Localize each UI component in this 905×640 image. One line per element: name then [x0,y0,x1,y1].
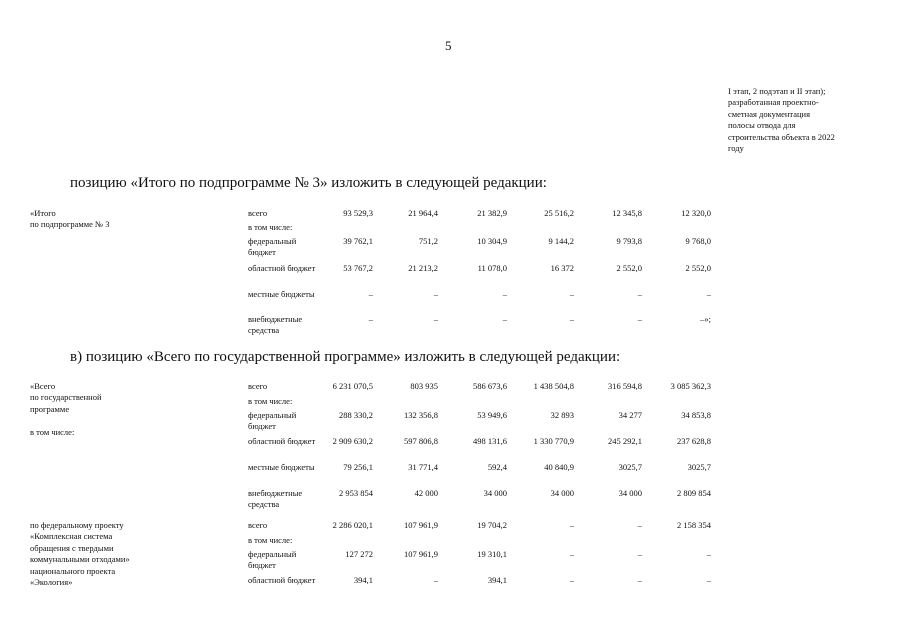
row-label: в том числе: [248,535,293,545]
table-cell: 31 771,4 [408,462,438,472]
table-cell: –»; [700,314,711,324]
table-cell: 127 272 [345,549,373,559]
table-cell: 3025,7 [618,462,642,472]
row-label: в том числе: [248,396,293,406]
table-cell: 237 628,8 [677,436,711,446]
block-label-line: «Итого [30,208,56,218]
table-cell: 2 953 854 [339,488,373,498]
table-cell: 32 893 [550,410,574,420]
table-cell: 10 304,9 [477,236,507,246]
block-label-line: обращения с твердыми [30,542,114,553]
table-cell: – [569,549,574,559]
table-cell: 107 961,9 [404,549,438,559]
table-cell: 19 310,1 [477,549,507,559]
table-cell: 316 594,8 [608,381,642,391]
table-cell: 34 000 [483,488,507,498]
row-label: в том числе: [248,222,293,232]
table-cell: 3 085 362,3 [670,381,711,391]
table-cell: 34 000 [550,488,574,498]
table-cell: 132 356,8 [404,410,438,420]
page-number: 5 [445,38,452,53]
table-cell: 2 552,0 [685,263,711,273]
block-label-line: национального проекта [30,565,116,576]
row-label: всего [248,381,268,391]
row-label: местные бюджеты [248,462,315,472]
table-cell: 3025,7 [687,462,711,472]
table-cell: – [502,289,507,299]
table-cell: 6 231 070,5 [332,381,373,391]
table-cell: 53 767,2 [343,263,373,273]
table-cell: – [433,575,438,585]
table-cell: 39 762,1 [343,236,373,246]
table-cell: 803 935 [410,381,438,391]
heading-subprogram-3: позицию «Итого по подпрограмме № 3» изложить в следующей редакции: [70,175,547,191]
table-cell: 21 382,9 [477,208,507,218]
table-cell: 19 704,2 [477,520,507,530]
table-cell: 288 330,2 [339,410,373,420]
block-label [30,381,170,438]
table-cell: 245 292,1 [608,436,642,446]
row-label: федеральный бюджет [248,410,297,432]
table-cell: 2 286 020,1 [332,520,373,530]
row-label: внебюджетные средства [248,314,303,336]
block-label-line: по государственной [30,392,102,403]
table-cell: 42 000 [414,488,438,498]
table-cell: 25 516,2 [544,208,574,218]
block-label-line: программе [30,403,70,414]
table-cell: – [637,289,642,299]
table-cell: – [502,314,507,324]
table-cell: – [569,289,574,299]
block-label-line: «Экология» [30,577,73,588]
table-cell: – [637,314,642,324]
table-cell: 34 277 [618,410,642,420]
table-cell: – [433,289,438,299]
table-cell: – [368,314,373,324]
block-label-line: «Комплексная система [30,531,113,542]
table-cell: 751,2 [418,236,438,246]
table-cell: 21 213,2 [408,263,438,273]
table-cell: 9 768,0 [685,236,711,246]
table-cell: 586 673,6 [473,381,507,391]
row-label: федеральный бюджет [248,236,297,258]
row-label: областной бюджет [248,436,316,446]
table-cell: 2 809 854 [677,488,711,498]
table-cell: 9 793,8 [616,236,642,246]
table-cell: – [706,289,711,299]
table-cell: 16 372 [550,263,574,273]
table-cell: – [637,575,642,585]
heading-state-program: в) позицию «Всего по государственной программе» изложить в следующей редакции: [70,349,621,365]
block-label [30,520,170,588]
table-cell: 53 949,6 [477,410,507,420]
side-note: I этап, 2 подэтап и II этап); разработанная проектно-сметная документация полосы отвода для строительства объекта в 2022 году [728,86,835,154]
table-cell: 34 853,8 [681,410,711,420]
table-cell: – [569,575,574,585]
block-label-line: «Всего [30,381,56,391]
table-cell: 1 330 770,9 [533,436,574,446]
table-cell: 12 320,0 [681,208,711,218]
row-label: внебюджетные средства [248,488,303,510]
table-cell: – [706,575,711,585]
table-cell: – [569,314,574,324]
table-cell: – [368,289,373,299]
row-label: местные бюджеты [248,289,315,299]
table-cell: – [433,314,438,324]
row-label: областной бюджет [248,263,316,273]
block-label-line: по федеральному проекту [30,520,124,530]
block-label-line: в том числе: [30,426,75,437]
table-cell: 498 131,6 [473,436,507,446]
block-label-line: коммунальными отходами» [30,554,130,565]
table-cell: 40 840,9 [544,462,574,472]
table-cell: – [569,520,574,530]
table-cell: 34 000 [618,488,642,498]
table-cell: 11 078,0 [477,263,507,273]
block-label [30,208,170,231]
table-cell: 2 158 354 [677,520,711,530]
table-cell: 394,1 [487,575,507,585]
table-cell: 1 438 504,8 [533,381,574,391]
table-cell: 2 909 630,2 [332,436,373,446]
table-cell: 2 552,0 [616,263,642,273]
block-label-line [30,415,170,426]
table-cell: 79 256,1 [343,462,373,472]
table-cell: 12 345,8 [612,208,642,218]
table-cell: 21 964,4 [408,208,438,218]
block-label-line: по подпрограмме № 3 [30,219,110,230]
table-cell: 93 529,3 [343,208,373,218]
table-cell: 394,1 [353,575,373,585]
row-label: федеральный бюджет [248,549,297,571]
table-cell: – [637,520,642,530]
table-cell: 107 961,9 [404,520,438,530]
table-cell: 597 806,8 [404,436,438,446]
row-label: областной бюджет [248,575,316,585]
row-label: всего [248,520,268,530]
table-cell: – [637,549,642,559]
table-cell: – [706,549,711,559]
table-cell: 592,4 [487,462,507,472]
row-label: всего [248,208,268,218]
table-cell: 9 144,2 [548,236,574,246]
